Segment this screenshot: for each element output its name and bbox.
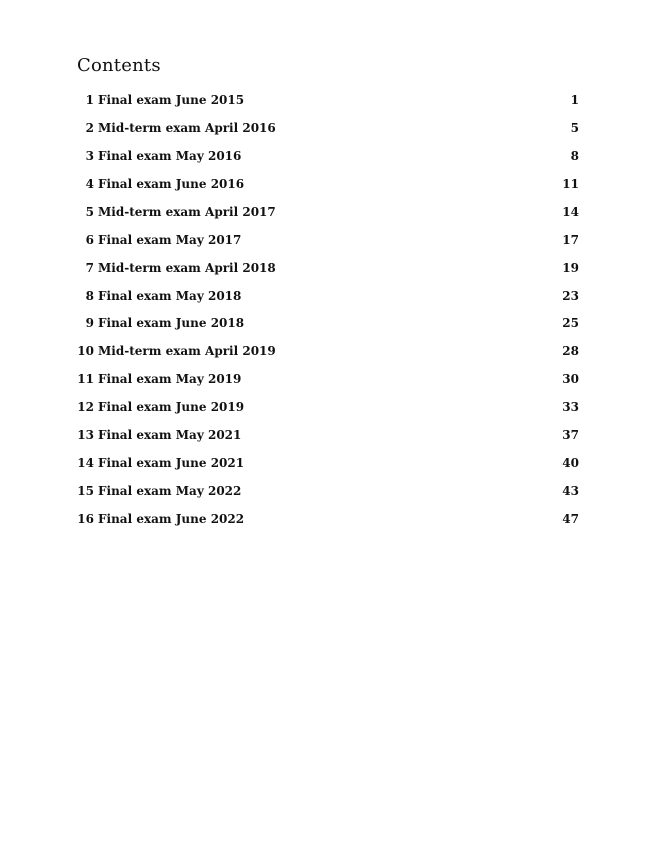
toc-entry-title: Mid-term exam April 2019	[98, 344, 276, 359]
toc-entry-title: Final exam May 2021	[98, 428, 242, 443]
toc-entry[interactable]	[76, 393, 579, 421]
toc-entry-number: 4	[85, 176, 94, 191]
toc-entry[interactable]	[76, 170, 579, 198]
toc-entry-title: Final exam May 2022	[98, 484, 242, 499]
toc-entry-number: 8	[85, 288, 94, 303]
toc-entry-number: 16	[77, 512, 94, 527]
toc-entry[interactable]	[76, 365, 579, 393]
toc-entry-number: 7	[85, 260, 94, 275]
toc-entry[interactable]	[76, 226, 579, 254]
toc-entry-number: 11	[77, 372, 94, 387]
toc-entry-title: Mid-term exam April 2018	[98, 260, 276, 275]
toc-entry-number: 6	[85, 232, 94, 247]
toc-entry-number: 14	[77, 456, 94, 471]
toc-entry-number: 1	[85, 92, 94, 107]
toc-entry-number: 3	[85, 148, 94, 163]
toc-entry[interactable]	[76, 310, 579, 338]
toc-entry-page: 25	[562, 316, 579, 331]
toc-entry-title: Final exam May 2017	[98, 232, 242, 247]
toc-entry-page: 14	[562, 204, 579, 219]
toc-entry[interactable]	[76, 477, 579, 505]
toc-entry[interactable]	[76, 254, 579, 282]
toc-entry-page: 37	[562, 428, 579, 443]
toc-entry-title: Final exam May 2018	[98, 288, 242, 303]
toc-entry-title: Final exam June 2022	[98, 512, 245, 527]
toc-entry-title: Mid-term exam April 2016	[98, 120, 276, 135]
toc-entry-page: 11	[562, 176, 579, 191]
toc-entry-number: 12	[77, 400, 94, 415]
toc-entry-title: Final exam May 2016	[98, 148, 242, 163]
toc-entry-page: 19	[562, 260, 579, 275]
toc-entry-title: Final exam June 2016	[98, 176, 245, 191]
toc-entry-page: 17	[562, 232, 579, 247]
toc-entry[interactable]	[76, 421, 579, 449]
toc-entry-title: Final exam June 2015	[98, 92, 245, 107]
toc-entry-title: Final exam June 2018	[98, 316, 245, 331]
toc-entry-number: 9	[85, 316, 94, 331]
toc-entry-page: 43	[562, 484, 579, 499]
toc-entry-page: 33	[562, 400, 579, 415]
toc-entry-page: 30	[562, 372, 579, 387]
toc-entry-page: 23	[562, 288, 579, 303]
toc-entry-page: 5	[570, 120, 579, 135]
toc-entry[interactable]	[76, 114, 579, 142]
toc-entry[interactable]	[76, 337, 579, 365]
toc-entry-page: 47	[562, 512, 579, 527]
toc-heading: Contents	[77, 55, 161, 76]
toc-list	[76, 86, 579, 533]
toc-entry-page: 40	[562, 456, 579, 471]
toc-entry-title: Final exam June 2021	[98, 456, 245, 471]
toc-entry-page: 28	[562, 344, 579, 359]
toc-entry-page: 8	[570, 148, 579, 163]
toc-entry[interactable]	[76, 198, 579, 226]
toc-entry-number: 10	[77, 344, 94, 359]
toc-entry-number: 5	[85, 204, 94, 219]
toc-entry-number: 15	[77, 484, 94, 499]
toc-entry-title: Final exam May 2019	[98, 372, 242, 387]
toc-entry[interactable]	[76, 142, 579, 170]
toc-entry[interactable]	[76, 505, 579, 533]
toc-entry[interactable]	[76, 86, 579, 114]
toc-entry-page: 1	[570, 92, 579, 107]
toc-entry-title: Mid-term exam April 2017	[98, 204, 276, 219]
toc-entry-number: 2	[85, 120, 94, 135]
toc-entry-number: 13	[77, 428, 94, 443]
toc-entry-title: Final exam June 2019	[98, 400, 245, 415]
toc-entry[interactable]	[76, 449, 579, 477]
toc-entry[interactable]	[76, 282, 579, 310]
